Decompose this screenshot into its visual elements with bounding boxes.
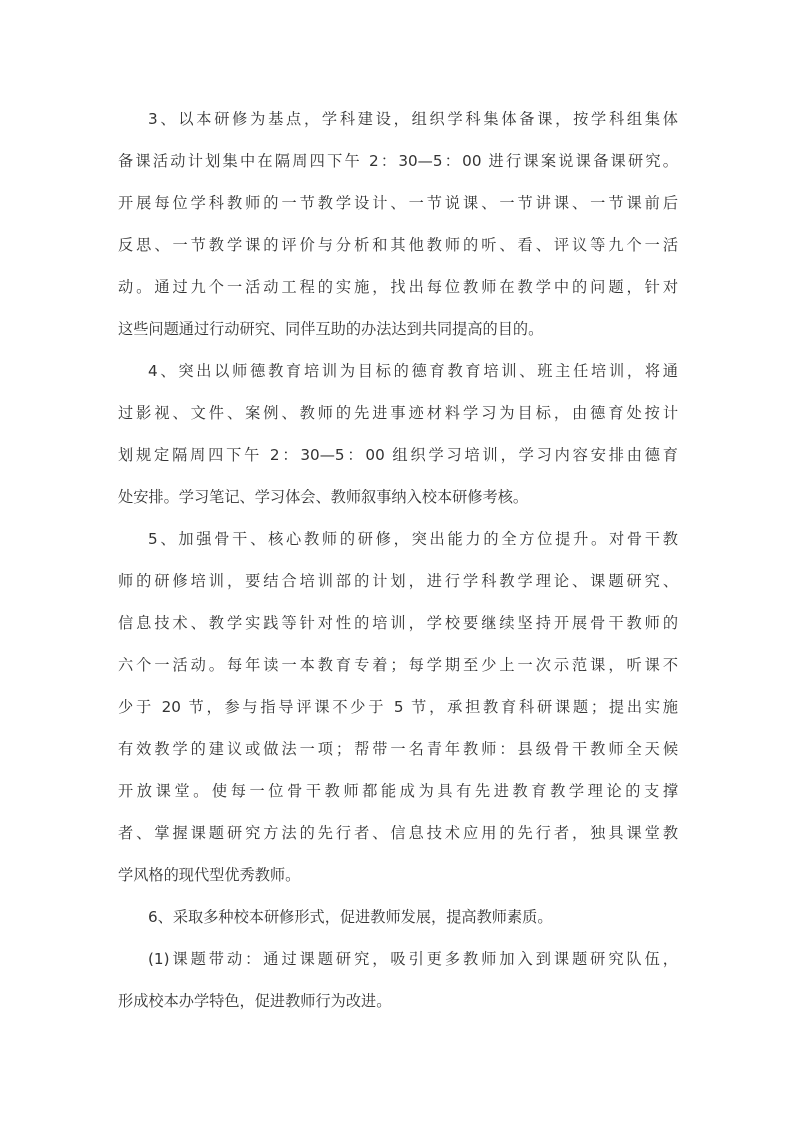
paragraph-6-1-line-1: (1)课题带动：通过课题研究，吸引更多教师加入到课题研究队伍， (148, 950, 678, 968)
paragraph-6-1-line-2: 形成校本办学特色，促进教师行为改进。 (118, 992, 392, 1010)
paragraph-4-line-1: 4、突出以师德教育培训为目标的德育教育培训、班主任培训，将通 (148, 362, 678, 380)
paragraph-5-line-7: 开放课堂。使每一位骨干教师都能成为具有先进教育教学理论的支撑 (118, 782, 678, 800)
paragraph-5-line-2: 师的研修培训，要结合培训部的计划，进行学科教学理论、课题研究、 (118, 572, 678, 590)
paragraph-4-line-4: 处安排。学习笔记、学习体会、教师叙事纳入校本研修考核。 (118, 488, 529, 506)
paragraph-5-line-1: 5、加强骨干、核心教师的研修，突出能力的全方位提升。对骨干教 (148, 530, 678, 548)
paragraph-3-line-5: 动。通过九个一活动工程的实施，找出每位教师在教学中的问题，针对 (118, 278, 678, 296)
paragraph-5-line-3: 信息技术、教学实践等针对性的培训，学校要继续坚持开展骨干教师的 (118, 614, 678, 632)
paragraph-6-line-1: 6、采取多种校本研修形式，促进教师发展，提高教师素质。 (148, 908, 553, 926)
paragraph-3-line-2: 备课活动计划集中在隔周四下午 2：30—5：00 进行课案说课备课研究。 (118, 152, 678, 170)
paragraph-5-line-8: 者、掌握课题研究方法的先行者、信息技术应用的先行者，独具课堂教 (118, 824, 678, 842)
paragraph-4-line-3: 划规定隔周四下午 2：30—5：00 组织学习培训，学习内容安排由德育 (118, 446, 678, 464)
paragraph-3-line-6: 这些问题通过行动研究、同伴互助的办法达到共同提高的目的。 (118, 320, 544, 338)
paragraph-3-line-3: 开展每位学科教师的一节教学设计、一节说课、一节讲课、一节课前后 (118, 194, 678, 212)
paragraph-5-line-6: 有效教学的建议或做法一项；帮带一名青年教师：县级骨干教师全天候 (118, 740, 678, 758)
paragraph-5-line-4: 六个一活动。每年读一本教育专着；每学期至少上一次示范课，听课不 (118, 656, 678, 674)
paragraph-3-line-4: 反思、一节教学课的评价与分析和其他教师的听、看、评议等九个一活 (118, 236, 678, 254)
paragraph-5-line-5: 少于 20 节，参与指导评课不少于 5 节，承担教育科研课题；提出实施 (118, 698, 678, 716)
paragraph-4-line-2: 过影视、文件、案例、教师的先进事迹材料学习为目标，由德育处按计 (118, 404, 678, 422)
paragraph-3-line-1: 3、以本研修为基点，学科建设，组织学科集体备课，按学科组集体 (148, 110, 678, 128)
paragraph-5-line-9: 学风格的现代型优秀教师。 (118, 866, 301, 884)
